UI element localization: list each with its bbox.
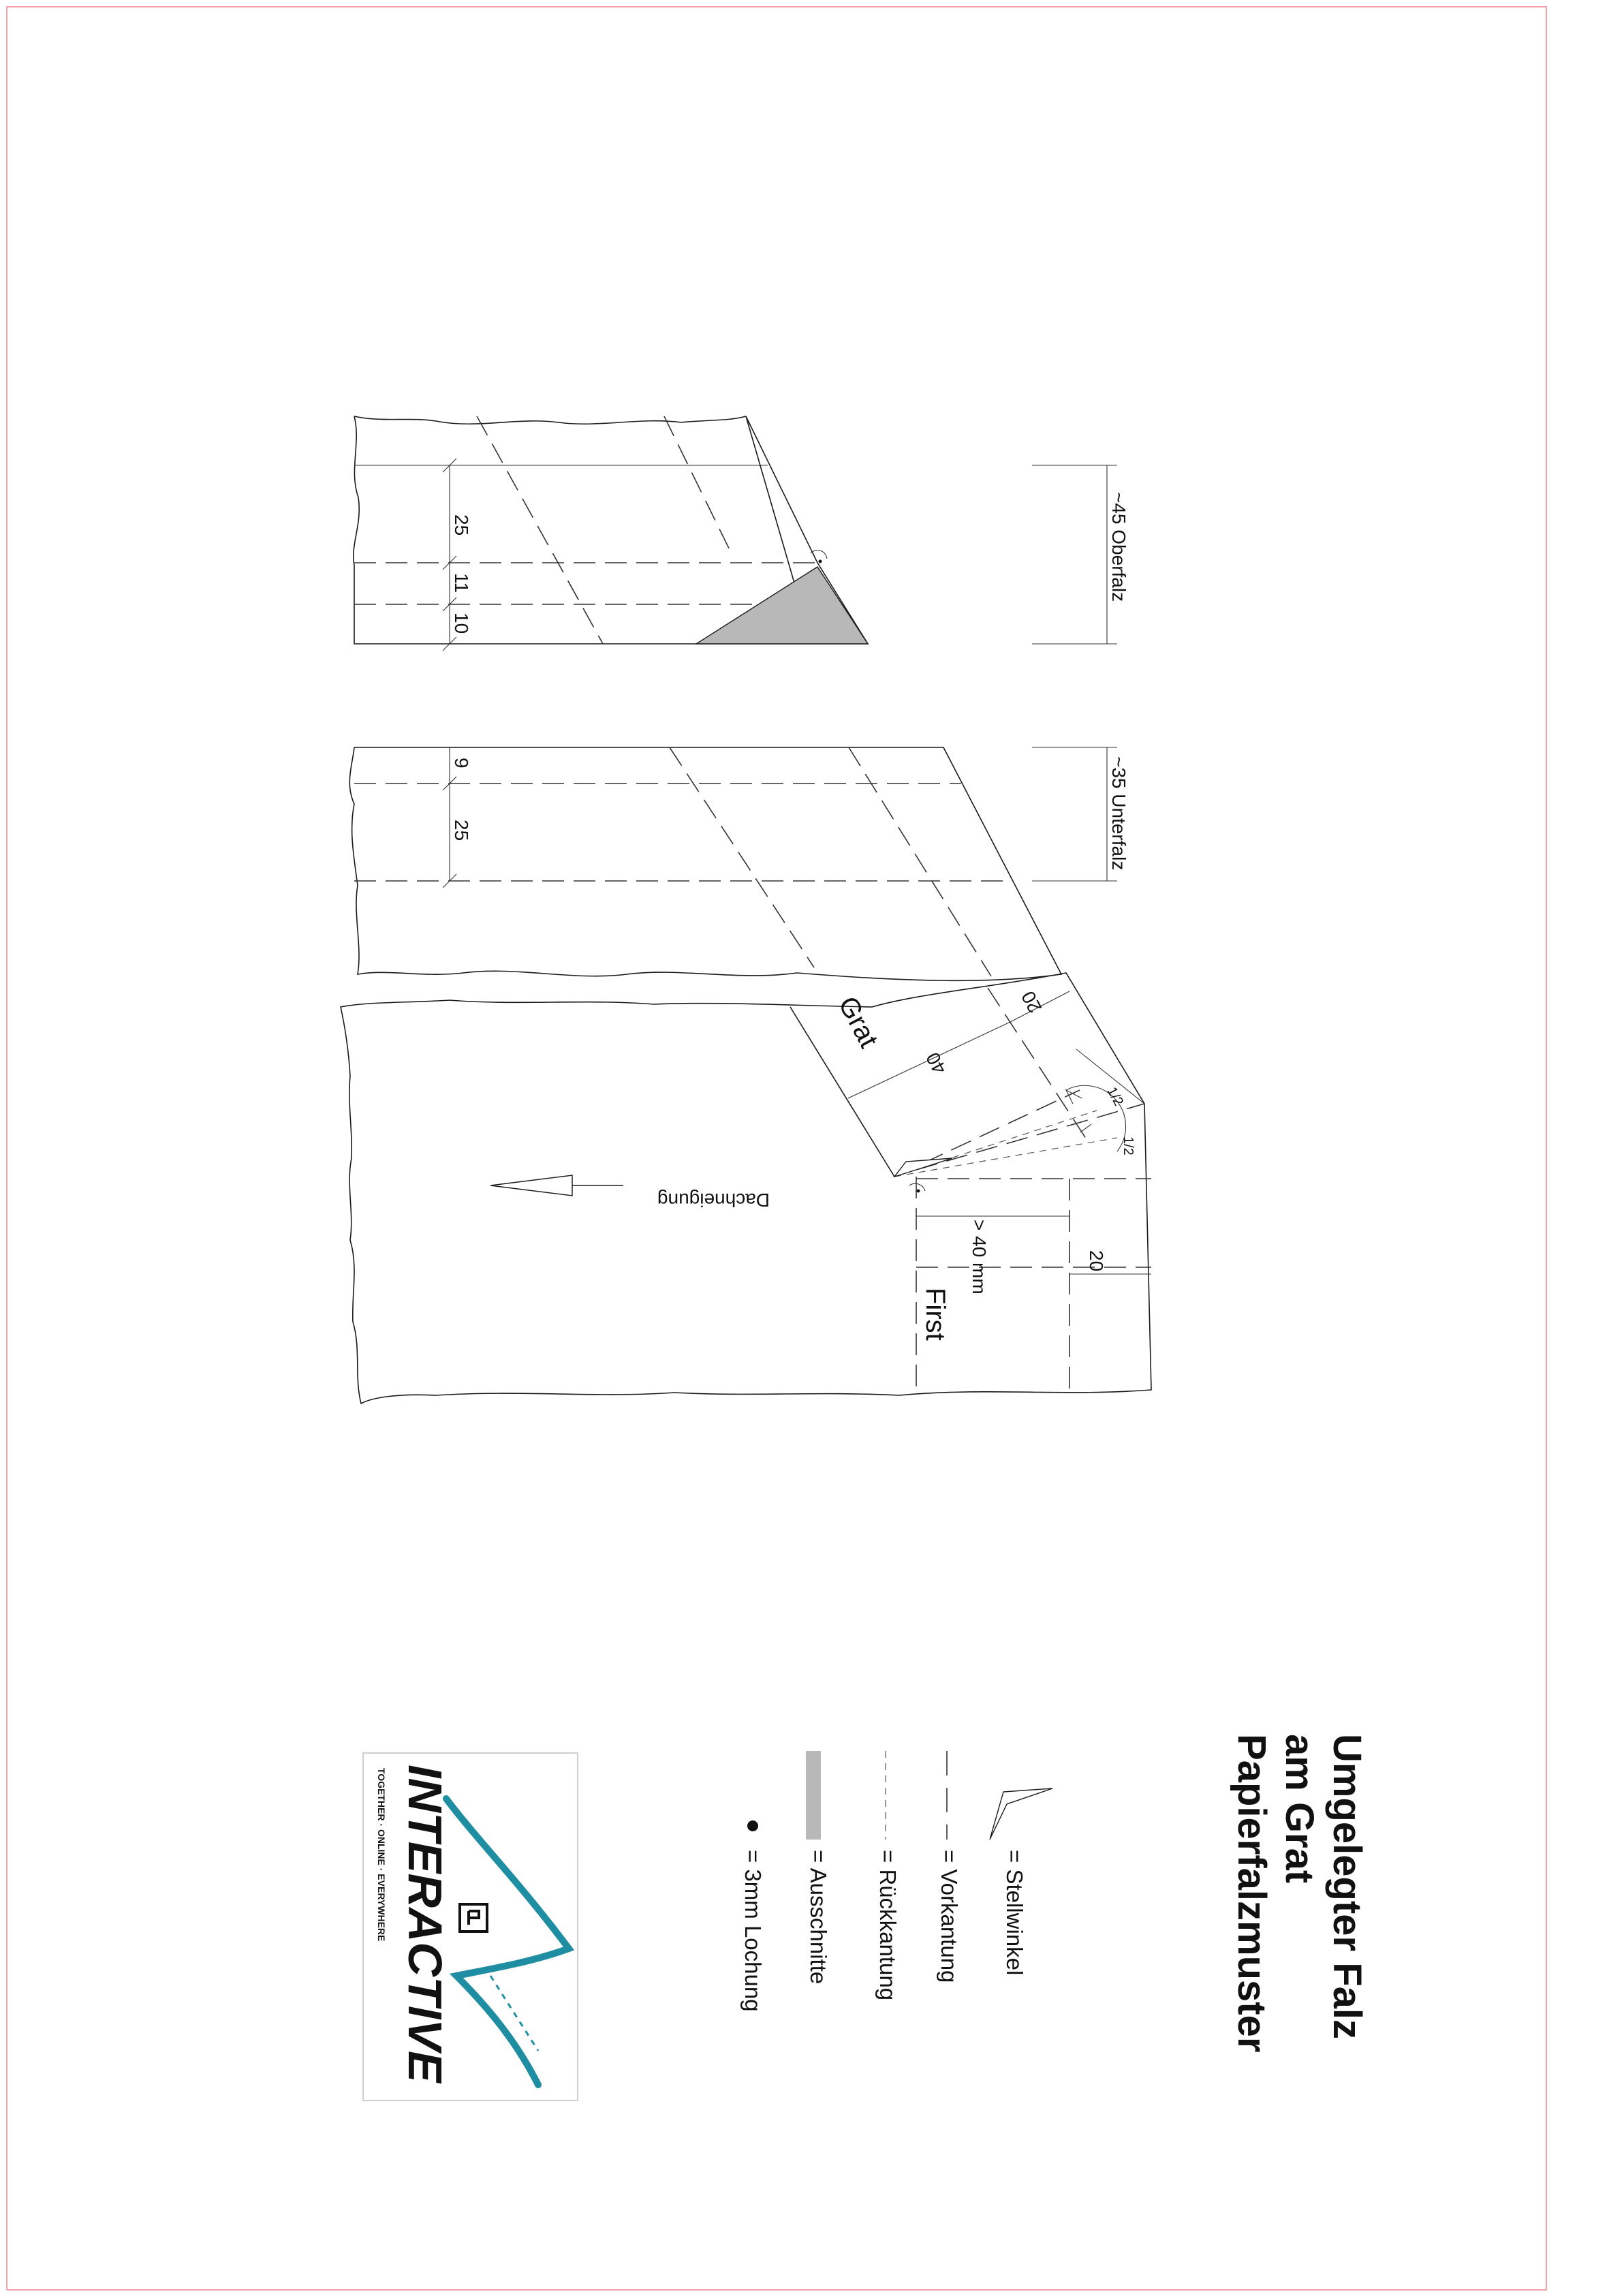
dachneigung-label: Dachneigung: [657, 1190, 770, 1211]
oberfalz-label: ~45 Oberfalz: [1108, 492, 1129, 602]
logo-tagline: TOGETHER · ONLINE · EVERYWHERE: [376, 1768, 387, 1942]
unterfalz-dim-25: 25: [451, 820, 472, 841]
logo-wordmark: INTERACTIVE: [399, 1765, 452, 2083]
grat-half-a: 1/2: [1104, 1085, 1127, 1108]
stellwinkel-mark: [894, 1158, 952, 1177]
interactive-logo: [363, 1753, 578, 2100]
legend-label-stellwinkel: = Stellwinkel: [1002, 1850, 1027, 1976]
slope-arrow: [490, 1175, 623, 1196]
legend: [740, 1751, 1052, 2012]
legend-label-ausschnitte: = Ausschnitte: [806, 1850, 831, 1985]
dot-icon: [747, 1820, 758, 1831]
title-line-3: Papierfalzmuster: [1230, 1734, 1274, 2053]
legend-label-rueckkantung: = Rückkantung: [875, 1850, 901, 2001]
grat-half-b: 1/2: [1121, 1136, 1136, 1155]
first-label: First: [920, 1288, 950, 1341]
oberfalz-piece: [354, 416, 1129, 651]
oberfalz-dim-25: 25: [451, 514, 472, 536]
title-line-2: am Grat: [1277, 1734, 1322, 1884]
title-block: [1230, 1734, 1369, 2052]
unterfalz-dim-9: 9: [451, 758, 472, 769]
grat-first-piece: [341, 973, 1151, 1403]
first-dim-min: > 40 mm: [969, 1220, 990, 1294]
unterfalz-label: ~35 Unterfalz: [1108, 756, 1129, 871]
first-dim-20: 20: [1086, 1250, 1107, 1272]
oberfalz-dim-10: 10: [451, 612, 472, 634]
legend-label-vorkantung: = Vorkantung: [937, 1850, 962, 1983]
grey-bar-icon: [806, 1751, 821, 1840]
unterfalz-piece: [349, 747, 1129, 980]
grat-dim-20: 20: [1017, 987, 1046, 1017]
title-line-1: Umgelegter Falz: [1325, 1734, 1369, 2039]
stellwinkel-icon: [990, 1788, 1052, 1840]
punch-dot: [917, 1190, 920, 1193]
grat-label: Grat: [832, 991, 884, 1053]
oberfalz-dim-11: 11: [451, 573, 472, 593]
grat-dim-40: 40: [922, 1049, 951, 1078]
punch-dot: [819, 560, 822, 563]
oberfalz-cutout: [696, 567, 868, 644]
legend-label-lochung: = 3mm Lochung: [740, 1850, 766, 2012]
